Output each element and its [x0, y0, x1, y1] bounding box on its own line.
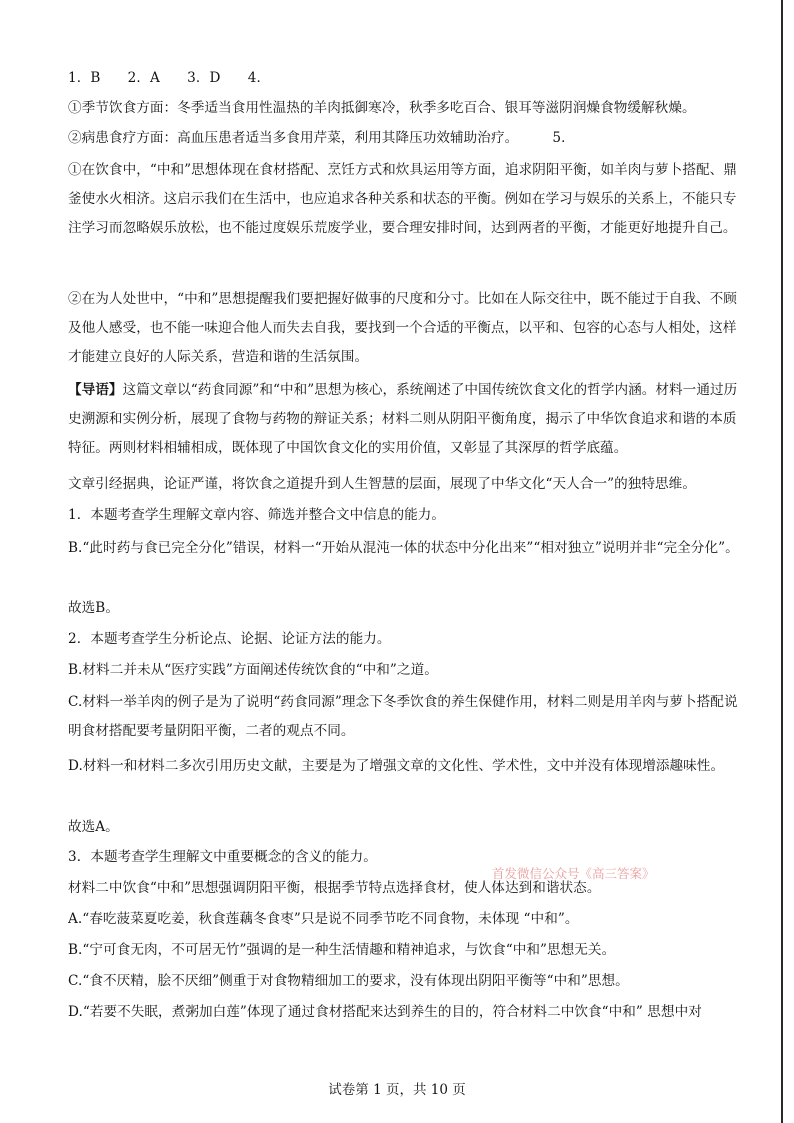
explain-1-answer: 故选B。: [68, 600, 119, 616]
q4-point-1: ①季节饮食方面：冬季适当食用性温热的羊肉抵御寒冷，秋季多吃百合、银耳等滋阴润燥食物缓解秋燥。: [68, 100, 696, 116]
guide-paragraph-2: 文章引经据典，论证严谨，将饮食之道提升到人生智慧的层面，展现了中华文化“天人合一”的独特思维。: [68, 476, 696, 492]
q4-point-2: ②病患食疗方面：高血压患者适当多食用芹菜，利用其降压功效辅助治疗。 5．: [68, 130, 575, 146]
explain-2-option-c: C.材料一举羊肉的例子是为了说明“药食同源”理念下冬季饮食的养生保健作用，材料二则是用羊肉与萝卜搭配说明食材搭配要考量阴阳平衡，二者的观点不同。: [68, 694, 738, 739]
q5-point-1: ①在饮食中，“中和”思想体现在食材搭配、烹饪方式和炊具运用等方面，追求阴阳平衡，如羊肉与萝卜搭配、鼎釜使水火相济。这启示我们在生活中，也应追求各种关系和状态的平衡。例如在学习与娱乐的关系上，不能只专注学习而忽略娱乐放松，也不能过度娱乐荒废学业，要合理安排时间，达到两者的平衡，才能更好地提升自己。: [68, 162, 737, 236]
explain-2-answer: 故选A。: [68, 819, 119, 835]
explain-1-intro: 1．本题考查学生理解文章内容、筛选并整合文中信息的能力。: [68, 507, 446, 523]
explain-3-option-d: D.“若要不失眠，煮粥加白莲”体现了通过食材搭配来达到养生的目的，符合材料二中饮食“中和” 思想中对: [68, 1004, 702, 1020]
explain-1-option-b: B.“此时药与食已完全分化”错误，材料一“开始从混沌一体的状态中分化出来”“相对独立”说明并非“完全分化”。: [68, 540, 739, 556]
watermark-text: 首发微信公众号《高三答案》: [492, 866, 655, 881]
explain-2-intro: 2．本题考查学生分析论点、论据、论证方法的能力。: [68, 631, 391, 647]
explain-3-intro: 3．本题考查学生理解文中重要概念的含义的能力。: [68, 849, 377, 865]
explain-3-option-a: A.“春吃菠菜夏吃姜，秋食莲藕冬食枣”只是说不同季节吃不同食物，未体现 “中和”。: [68, 911, 579, 927]
explain-3-option-b: B.“宁可食无肉，不可居无竹”强调的是一种生活情趣和精神追求，与饮食“中和”思想无关。: [68, 942, 616, 958]
guide-text: 这篇文章以“药食同源”和“中和”思想为核心，系统阐述了中国传统饮食文化的哲学内涵。材料一通过历史溯源和实例分析，展现了食物与药物的辩证关系；材料二则从阴阳平衡角度，揭示了中华饮食追求和谐的本质特征。两则材料相辅相成，既体现了中国饮食文化的实用价值，又彰显了其深厚的哲学底蕴。: [68, 382, 738, 456]
guide-tag: 【导语】: [68, 382, 123, 398]
q5-point-2: ②在为人处世中，“中和”思想提醒我们要把握好做事的尺度和分寸。比如在人际交往中，既不能过于自我、不顾及他人感受，也不能一味迎合他人而失去自我，要找到一个合适的平衡点，以平和、包容的心态与人相处，这样才能建立良好的人际关系，营造和谐的生活氛围。: [68, 291, 737, 365]
explain-3-option-c: C.“食不厌精，脍不厌细”侧重于对食物精细加工的要求，没有体现出阴阳平衡等“中和”思想。: [68, 973, 629, 989]
explain-3-lead: 材料二中饮食“中和”思想强调阴阳平衡，根据季节特点选择食材，使人体达到和谐状态。: [68, 880, 601, 896]
explain-2-option-b: B.材料二并未从“医疗实践”方面阐述传统饮食的“中和”之道。: [68, 662, 438, 678]
page-footer: 试卷第 1 页，共 10 页: [328, 1082, 466, 1098]
explain-2-option-d: D.材料一和材料二多次引用历史文献，主要是为了增强文章的文化性、学术性，文中并没有体现增添趣味性。: [68, 758, 725, 774]
answer-key-line: 1．B 2．A 3．D 4．: [68, 70, 271, 86]
guide-paragraph: [68, 376, 740, 463]
